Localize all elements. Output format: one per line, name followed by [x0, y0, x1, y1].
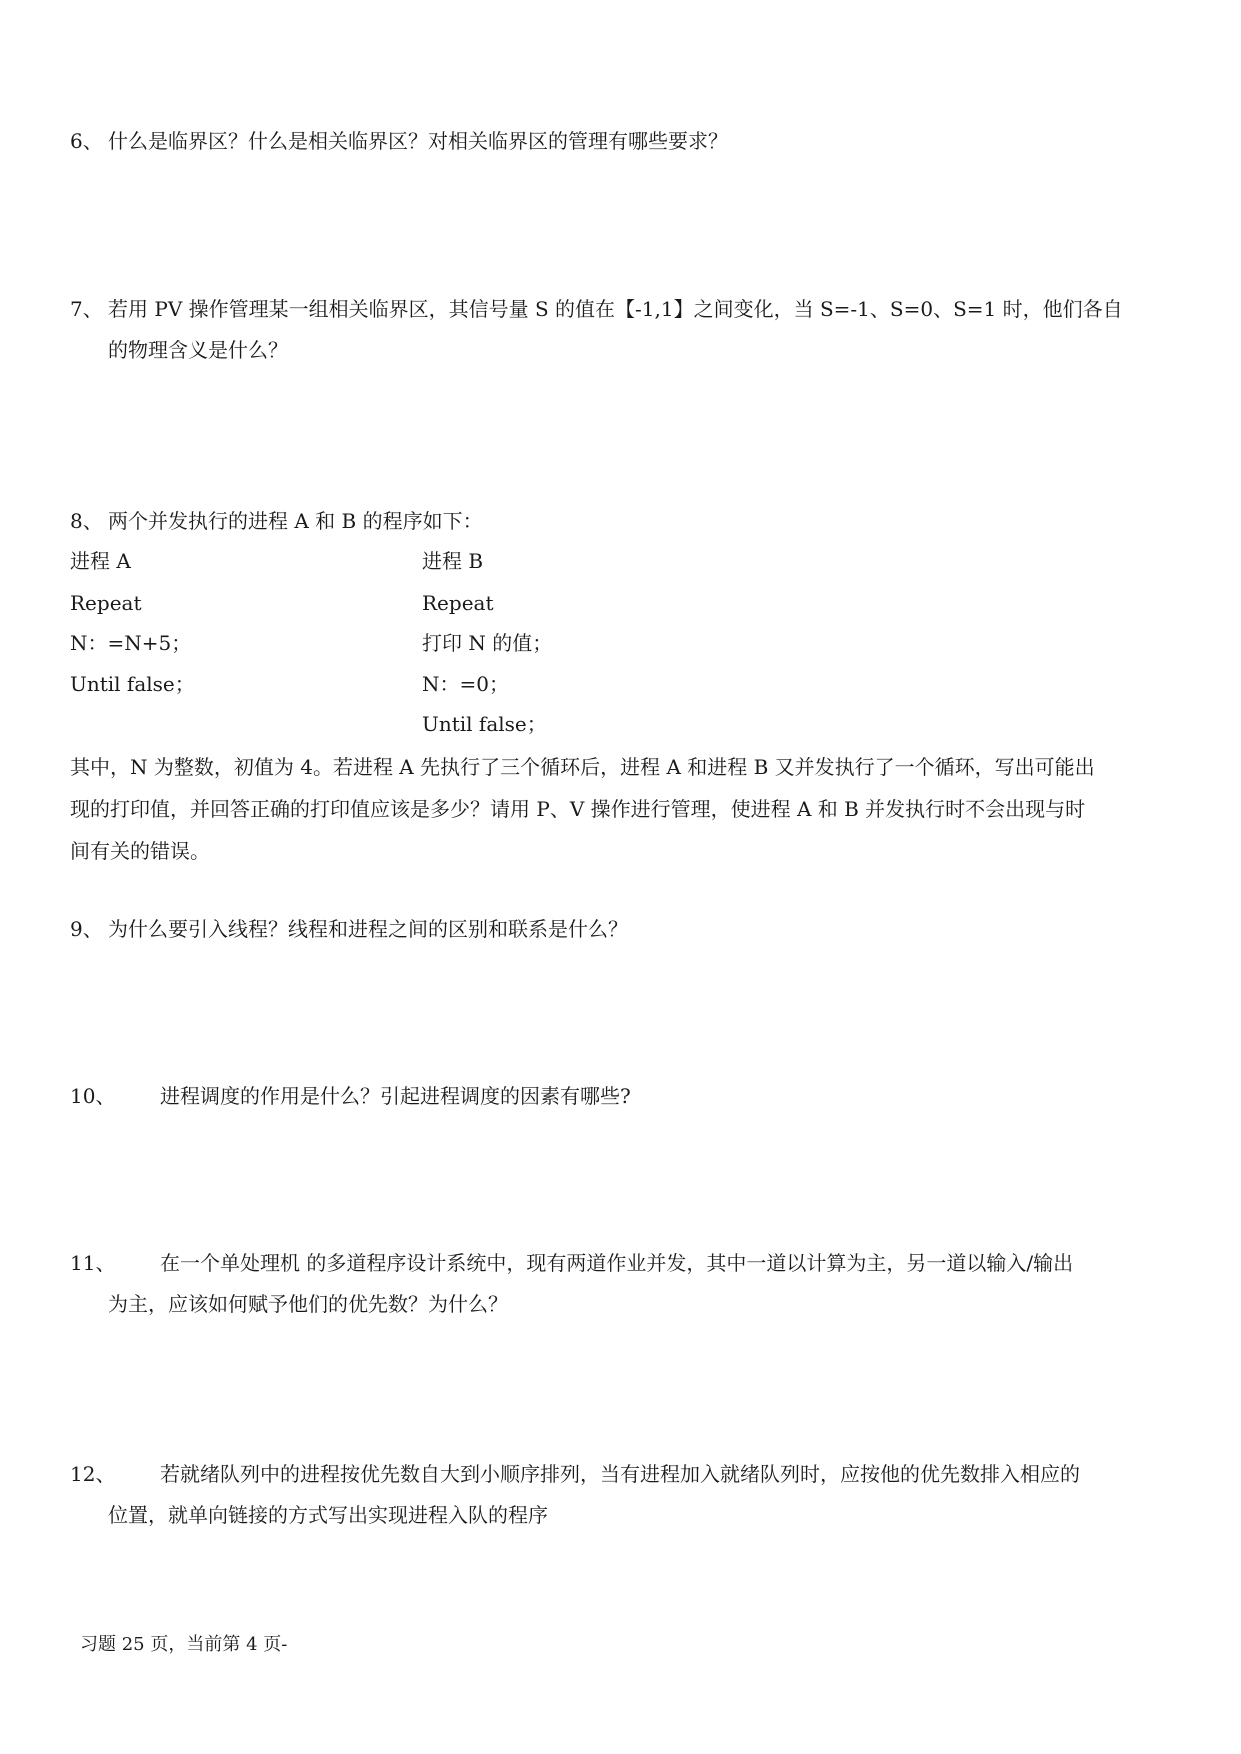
question-11-cont — [70, 1284, 1170, 1324]
question-7-cont — [70, 330, 1170, 370]
question-number: 10、 — [70, 1084, 116, 1108]
question-text-line1: 若就绪队列中的进程按优先数自大到小顺序排列，当有进程加入就绪队列时，应按他的优先数排入相应的 — [160, 1462, 1080, 1486]
question-9 — [70, 909, 1170, 949]
process-b-line: Until false； — [422, 712, 547, 736]
code-row-4 — [70, 664, 1170, 704]
code-row-2 — [70, 583, 1170, 623]
question-8-para-line1: 其中，N 为整数，初值为 4。若进程 A 先执行了三个循环后，进程 A 和进程 B 又并发执行了一个循环，写出可能出 — [70, 755, 1095, 779]
question-8-para-line2: 现的打印值，并回答正确的打印值应该是多少？请用 P、V 操作进行管理，使进程 A 和 B 并发执行时不会出现与时 — [70, 797, 1086, 821]
question-8 — [70, 501, 1170, 541]
process-a-line: Until false； — [70, 672, 195, 696]
process-a-line: 进程 A — [70, 549, 131, 573]
question-number: 9、 — [70, 917, 103, 941]
code-row-5 — [70, 704, 1170, 744]
process-b-line: 打印 N 的值； — [422, 631, 553, 655]
process-b-line: 进程 B — [422, 549, 484, 573]
question-12-cont — [70, 1495, 1170, 1535]
question-text: 什么是临界区？什么是相关临界区？对相关临界区的管理有哪些要求？ — [108, 129, 728, 153]
question-text-line2: 位置，就单向链接的方式写出实现进程入队的程序 — [108, 1503, 548, 1527]
question-text: 两个并发执行的进程 A 和 B 的程序如下： — [108, 509, 483, 533]
process-a-line: N：=N+5； — [70, 631, 192, 655]
question-text: 进程调度的作用是什么？引起进程调度的因素有哪些? — [160, 1084, 631, 1108]
question-number: 7、 — [70, 297, 103, 321]
question-12 — [70, 1454, 1170, 1494]
code-row-3 — [70, 623, 1170, 663]
code-row-1 — [70, 541, 1170, 581]
question-text-line2: 为主，应该如何赋予他们的优先数？为什么？ — [108, 1292, 508, 1316]
question-6 — [70, 121, 1170, 161]
question-text-line2: 的物理含义是什么？ — [108, 338, 288, 362]
process-b-line: N：=0； — [422, 672, 509, 696]
question-8-para-line3: 间有关的错误。 — [70, 839, 210, 863]
question-number: 6、 — [70, 129, 103, 153]
question-11 — [70, 1243, 1170, 1283]
process-a-line: Repeat — [70, 591, 142, 615]
page-footer: 习题 25 页，当前第 4 页- — [80, 1634, 288, 1655]
question-number: 11、 — [70, 1251, 116, 1275]
question-text: 为什么要引入线程？线程和进程之间的区别和联系是什么？ — [108, 917, 628, 941]
question-7 — [70, 289, 1170, 329]
process-b-line: Repeat — [422, 591, 494, 615]
question-10 — [70, 1076, 1170, 1116]
question-text-line1: 在一个单处理机 的多道程序设计系统中，现有两道作业并发，其中一道以计算为主，另一道以输入/输出 — [160, 1251, 1074, 1275]
question-number: 12、 — [70, 1462, 116, 1486]
question-text-line1: 若用 PV 操作管理某一组相关临界区，其信号量 S 的值在【-1,1】之间变化，当 S=-1、S=0、S=1 时，他们各自 — [108, 297, 1123, 321]
question-number: 8、 — [70, 509, 103, 533]
